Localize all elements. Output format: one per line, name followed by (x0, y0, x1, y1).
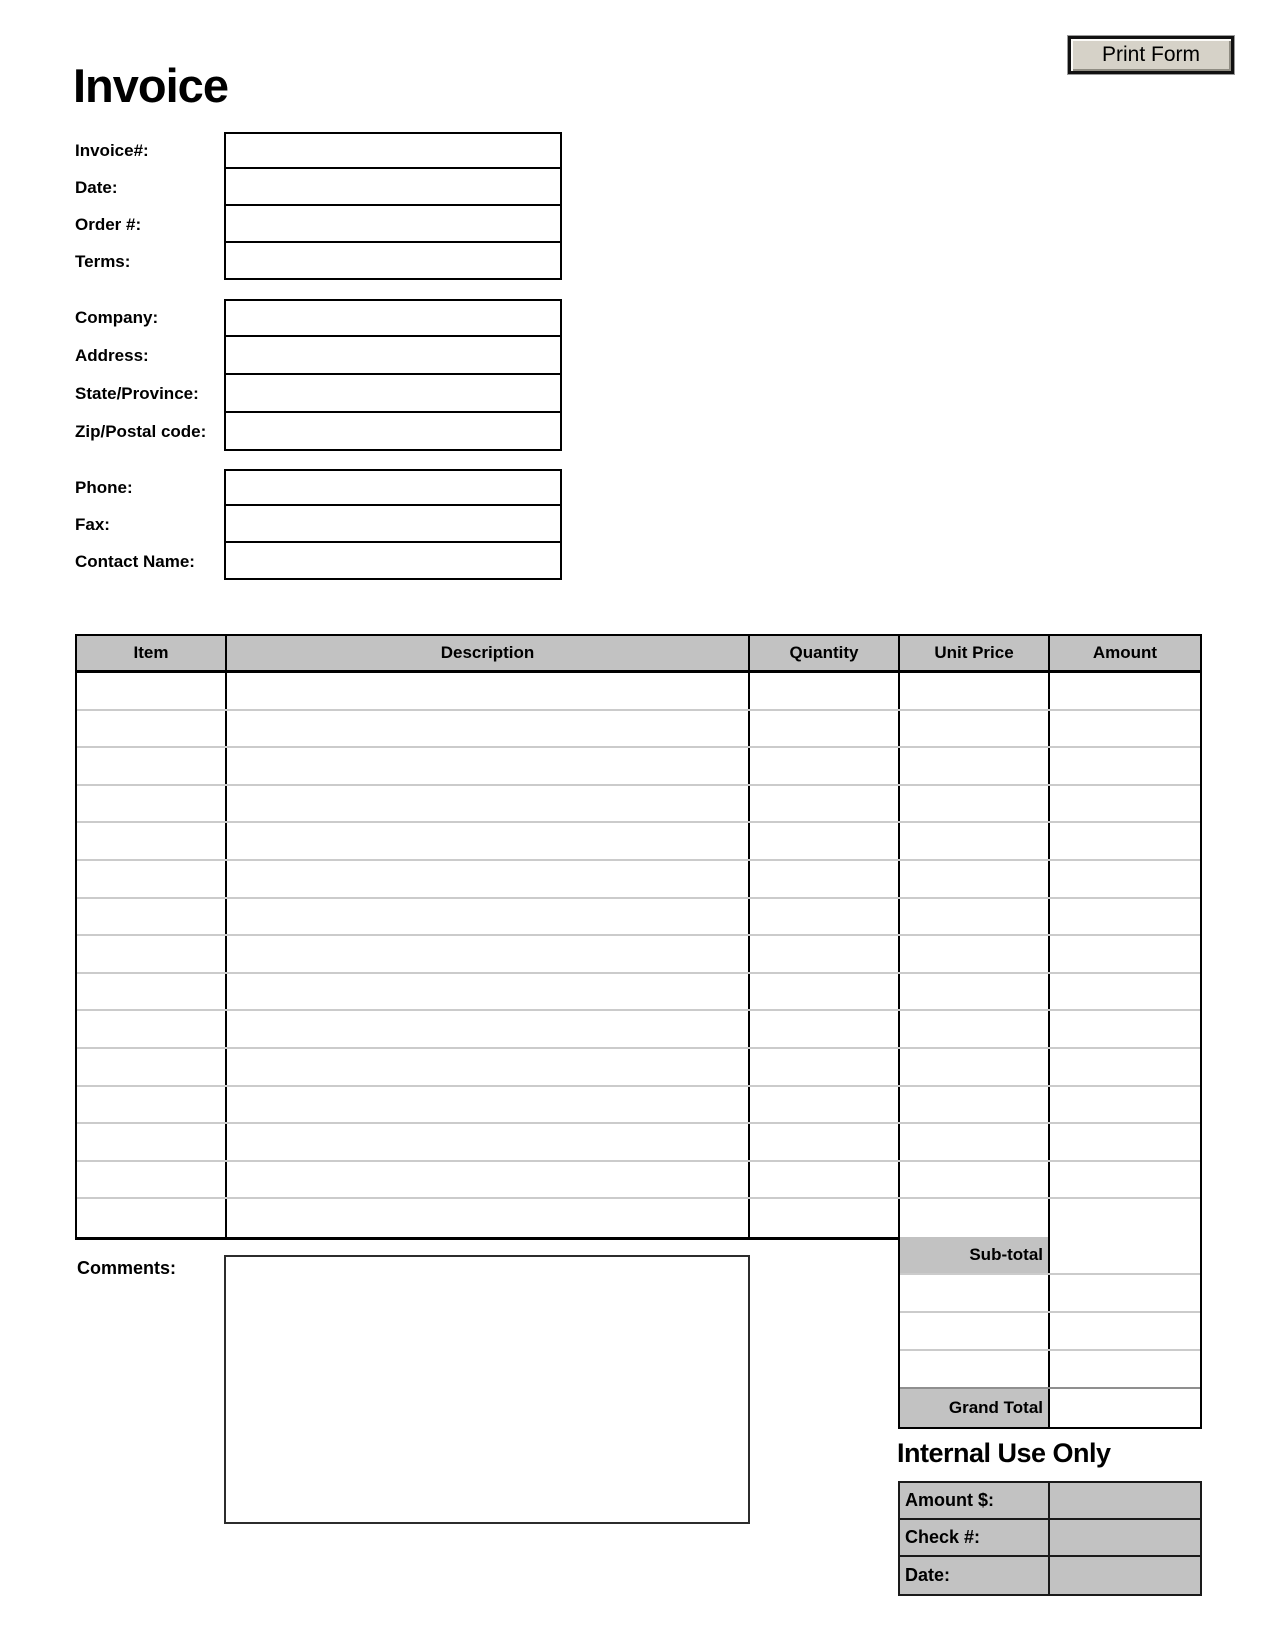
quantity-cell[interactable] (750, 1011, 900, 1047)
unit-price-cell[interactable] (900, 748, 1050, 784)
description-cell[interactable] (227, 748, 750, 784)
unit-price-cell[interactable] (900, 861, 1050, 897)
column-header-description: Description (227, 636, 750, 670)
item-cell[interactable] (77, 1162, 227, 1198)
amount-cell[interactable] (1050, 1087, 1200, 1123)
totals-empty-row (900, 1313, 1200, 1351)
totals-empty-rows (900, 1275, 1200, 1389)
unit-price-cell[interactable] (900, 711, 1050, 747)
subtotal-row (900, 1237, 1200, 1275)
description-cell[interactable] (227, 936, 750, 972)
grand-total-row (900, 1389, 1200, 1427)
unit-price-cell[interactable] (900, 1087, 1050, 1123)
internal-check-input[interactable] (1050, 1520, 1200, 1555)
internal-row-check (900, 1520, 1200, 1557)
column-header-quantity: Quantity (750, 636, 900, 670)
quantity-cell[interactable] (750, 711, 900, 747)
company-input[interactable] (224, 299, 562, 337)
quantity-cell[interactable] (750, 936, 900, 972)
quantity-cell[interactable] (750, 1124, 900, 1160)
item-cell[interactable] (77, 673, 227, 709)
table-row (77, 1011, 1200, 1049)
description-cell[interactable] (227, 1087, 750, 1123)
unit-price-cell[interactable] (900, 974, 1050, 1010)
subtotal-label: Sub-total (900, 1237, 1050, 1273)
grand-total-value[interactable] (1050, 1389, 1200, 1427)
invoice-number-input[interactable] (224, 132, 562, 169)
contact-name-input[interactable] (224, 543, 562, 580)
unit-price-cell[interactable] (900, 823, 1050, 859)
table-row (77, 673, 1200, 711)
print-form-button[interactable]: Print Form (1068, 36, 1234, 74)
items-table-header (77, 636, 1200, 673)
description-cell[interactable] (227, 711, 750, 747)
internal-row-amount (900, 1483, 1200, 1520)
quantity-cell[interactable] (750, 974, 900, 1010)
quantity-cell[interactable] (750, 1199, 900, 1237)
table-row (77, 1049, 1200, 1087)
description-cell[interactable] (227, 1162, 750, 1198)
table-row (77, 936, 1200, 974)
amount-cell[interactable] (1050, 1049, 1200, 1085)
description-cell[interactable] (227, 974, 750, 1010)
terms-input[interactable] (224, 243, 562, 280)
quantity-cell[interactable] (750, 899, 900, 935)
items-table-body (77, 673, 1200, 1237)
company-label: Company: (75, 308, 159, 327)
quantity-cell[interactable] (750, 823, 900, 859)
unit-price-cell[interactable] (900, 1011, 1050, 1047)
unit-price-cell[interactable] (900, 1162, 1050, 1198)
amount-cell[interactable] (1050, 861, 1200, 897)
internal-date-label: Date: (900, 1557, 1050, 1594)
item-cell[interactable] (77, 974, 227, 1010)
invoice-number-label: Invoice#: (75, 140, 149, 160)
unit-price-cell[interactable] (900, 1049, 1050, 1085)
amount-cell[interactable] (1050, 1124, 1200, 1160)
table-row (77, 899, 1200, 937)
internal-use-table (898, 1481, 1202, 1596)
order-number-input[interactable] (224, 206, 562, 243)
totals-empty-value[interactable] (1050, 1313, 1200, 1349)
item-cell[interactable] (77, 823, 227, 859)
table-row (77, 1162, 1200, 1200)
totals-empty-row (900, 1351, 1200, 1389)
amount-cell[interactable] (1050, 1011, 1200, 1047)
zip-postal-input[interactable] (224, 413, 562, 451)
item-cell[interactable] (77, 1124, 227, 1160)
terms-label: Terms: (75, 251, 131, 271)
description-cell[interactable] (227, 786, 750, 822)
description-cell[interactable] (227, 1124, 750, 1160)
internal-use-heading: Internal Use Only (897, 1438, 1111, 1468)
column-header-item: Item (77, 636, 227, 670)
internal-amount-input[interactable] (1050, 1483, 1200, 1518)
table-row (77, 711, 1200, 749)
amount-cell[interactable] (1050, 899, 1200, 935)
grand-total-label: Grand Total (900, 1389, 1050, 1427)
comments-input[interactable] (224, 1255, 750, 1524)
totals-empty-value[interactable] (1050, 1275, 1200, 1311)
date-input[interactable] (224, 169, 562, 206)
totals-empty-label (900, 1313, 1050, 1349)
item-cell[interactable] (77, 861, 227, 897)
internal-amount-label: Amount $: (900, 1483, 1050, 1518)
comments-label: Comments: (77, 1258, 177, 1278)
totals-empty-label (900, 1275, 1050, 1311)
amount-cell[interactable] (1050, 974, 1200, 1010)
totals-empty-row (900, 1275, 1200, 1313)
phone-label: Phone: (75, 477, 133, 497)
table-row (77, 823, 1200, 861)
fax-label: Fax: (75, 514, 110, 534)
description-cell[interactable] (227, 1049, 750, 1085)
table-row (77, 1199, 1200, 1237)
unit-price-cell[interactable] (900, 1124, 1050, 1160)
amount-cell[interactable] (1050, 786, 1200, 822)
items-table (75, 634, 1202, 1240)
amount-cell[interactable] (1050, 711, 1200, 747)
date-label: Date: (75, 177, 118, 197)
column-header-amount: Amount (1092, 643, 1158, 662)
description-cell[interactable] (227, 1011, 750, 1047)
quantity-cell[interactable] (750, 1087, 900, 1123)
quantity-cell[interactable] (750, 673, 900, 709)
table-row (77, 1124, 1200, 1162)
table-row (77, 786, 1200, 824)
description-cell[interactable] (227, 673, 750, 709)
amount-cell[interactable] (1050, 673, 1200, 709)
description-cell[interactable] (227, 823, 750, 859)
totals-empty-label (900, 1351, 1050, 1387)
description-cell[interactable] (227, 899, 750, 935)
state-province-label: State/Province: (75, 384, 199, 403)
unit-price-cell[interactable] (900, 673, 1050, 709)
item-cell[interactable] (77, 1011, 227, 1047)
quantity-cell[interactable] (750, 786, 900, 822)
page-title: Invoice (73, 59, 228, 112)
quantity-cell[interactable] (750, 748, 900, 784)
unit-price-cell[interactable] (900, 899, 1050, 935)
item-cell[interactable] (77, 936, 227, 972)
table-row (77, 748, 1200, 786)
quantity-cell[interactable] (750, 1162, 900, 1198)
description-cell[interactable] (227, 1199, 750, 1237)
table-row (77, 1087, 1200, 1125)
internal-row-date (900, 1557, 1200, 1594)
state-province-input[interactable] (224, 375, 562, 413)
unit-price-cell[interactable] (900, 786, 1050, 822)
table-row (77, 974, 1200, 1012)
quantity-cell[interactable] (750, 1049, 900, 1085)
item-cell[interactable] (77, 1087, 227, 1123)
address-label: Address: (75, 346, 149, 365)
subtotal-value[interactable] (1050, 1237, 1200, 1273)
amount-cell[interactable] (1050, 1199, 1200, 1237)
unit-price-cell[interactable] (900, 1199, 1050, 1237)
item-cell[interactable] (77, 899, 227, 935)
column-header-unit-price: Unit Price (900, 636, 1050, 670)
item-cell[interactable] (77, 1199, 227, 1237)
fax-input[interactable] (224, 506, 562, 543)
description-cell[interactable] (227, 861, 750, 897)
internal-date-input[interactable] (1050, 1557, 1200, 1594)
address-input[interactable] (224, 337, 562, 375)
company-address-group (75, 299, 562, 451)
phone-input[interactable] (224, 469, 562, 506)
item-cell[interactable] (77, 711, 227, 747)
contact-name-label: Contact Name: (75, 551, 195, 571)
totals-empty-value[interactable] (1050, 1351, 1200, 1387)
amount-cell[interactable] (1050, 1162, 1200, 1198)
zip-postal-label: Zip/Postal code: (75, 422, 207, 441)
table-row (77, 861, 1200, 899)
item-cell[interactable] (77, 1049, 227, 1085)
amount-cell[interactable] (1050, 936, 1200, 972)
amount-cell[interactable] (1050, 823, 1200, 859)
unit-price-cell[interactable] (900, 936, 1050, 972)
amount-cell[interactable] (1050, 748, 1200, 784)
order-number-label: Order #: (75, 214, 142, 234)
item-cell[interactable] (77, 748, 227, 784)
quantity-cell[interactable] (750, 861, 900, 897)
internal-check-label: Check #: (900, 1520, 1050, 1555)
item-cell[interactable] (77, 786, 227, 822)
invoice-meta-group (75, 132, 562, 280)
contact-group (75, 469, 562, 580)
totals-block (898, 1237, 1202, 1429)
